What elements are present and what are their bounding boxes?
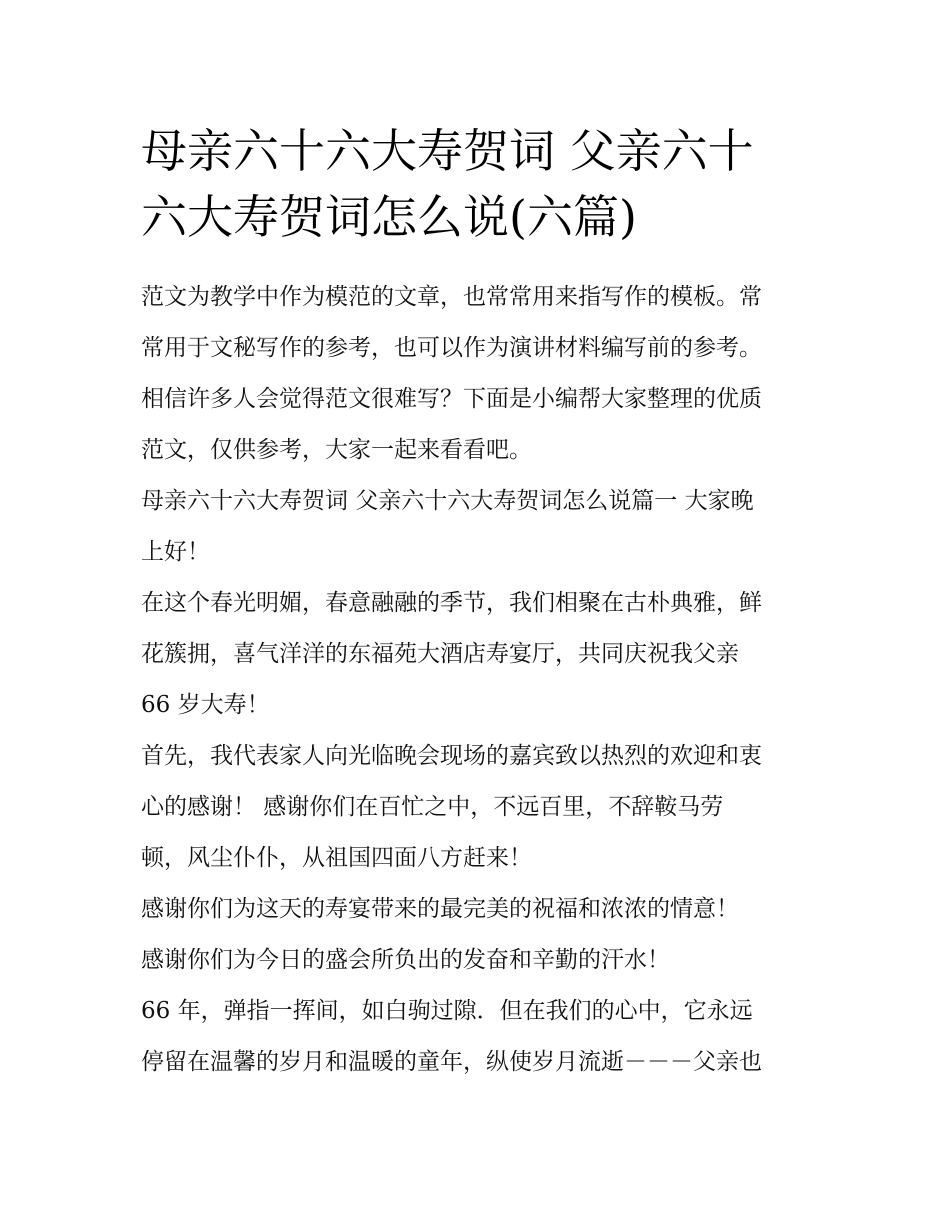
text-line-12: 顿，风尘仆仆，从祖国四面八方赶来！ [141,845,532,871]
document-body [141,272,816,1088]
text-line-6: 上好！ [141,539,210,565]
title-line-1: 母亲六十六大寿贺词 父亲六十 [141,124,754,178]
text-line-2: 常用于文秘写作的参考，也可以作为演讲材料编写前的参考。 [141,335,762,361]
text-line-10: 首先，我代表家人向光临晚会现场的嘉宾致以热烈的欢迎和衷 [141,743,762,769]
text-line-11: 心的感谢！ 感谢你们在百忙之中，不远百里，不辞鞍马劳 [141,794,724,820]
title-line-2: 六大寿贺词怎么说(六篇) [141,190,637,244]
text-line-16: 停留在温馨的岁月和温暖的童年，纵使岁月流逝－－－父亲也 [141,1049,762,1075]
text-line-5: 母亲六十六大寿贺词 父亲六十六大寿贺词怎么说篇一 大家晚 [141,488,754,514]
text-line-14: 感谢你们为今日的盛会所负出的发奋和辛勤的汗水！ [141,947,670,973]
text-line-4: 范文，仅供参考，大家一起来看看吧。 [141,437,532,463]
text-line-3: 相信许多人会觉得范文很难写？下面是小编帮大家整理的优质 [141,386,762,412]
text-line-13: 感谢你们为这天的寿宴带来的最完美的祝福和浓浓的情意！ [141,896,739,922]
text-line-8: 花簇拥，喜气洋洋的东福苑大酒店寿宴厅，共同庆祝我父亲 [141,641,739,667]
text-line-9: 66 岁大寿！ [141,692,270,718]
text-line-15: 66 年，弹指一挥间，如白驹过隙．但在我们的心中，它永远 [141,998,753,1024]
text-line-7: 在这个春光明媚，春意融融的季节，我们相聚在古朴典雅，鲜 [141,590,762,616]
document-title [141,118,816,250]
text-line-1: 范文为教学中作为模范的文章，也常常用来指写作的模板。常 [141,284,762,310]
document-content [141,118,816,1088]
